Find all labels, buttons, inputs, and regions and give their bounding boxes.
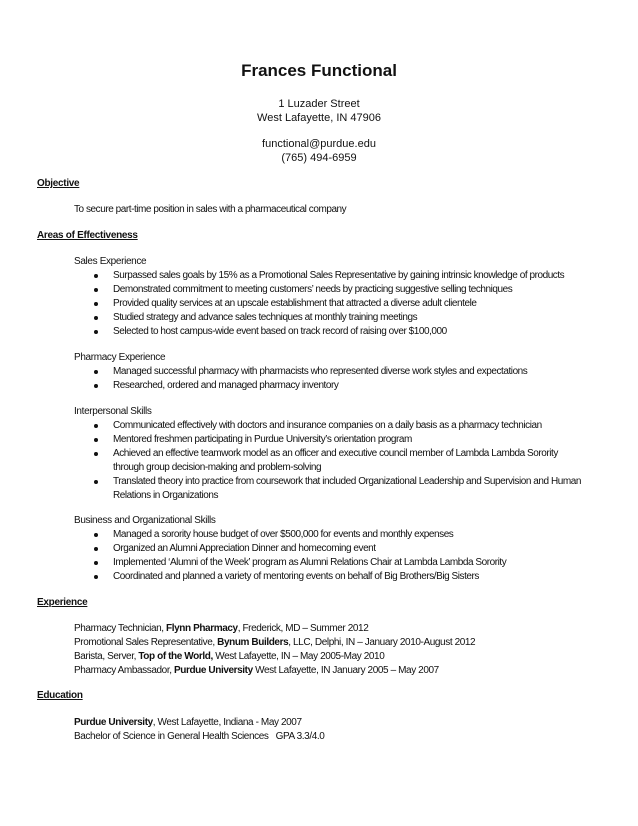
bullet-icon xyxy=(94,452,98,456)
bullet-icon xyxy=(94,316,98,320)
bullet-icon xyxy=(94,370,98,374)
experience-entry: Promotional Sales Representative, Bynum Builders, LLC, Delphi, IN – January 2010-August 2012 xyxy=(74,637,476,648)
experience-heading: Experience xyxy=(37,597,88,608)
list-item: Achieved an effective teamwork model as an officer and executive council member of Lambda Lambda Sorority through group decision-making and problem-solving xyxy=(91,447,581,475)
effectiveness-heading: Areas of Effectiveness xyxy=(37,230,138,241)
list-item: Surpassed sales goals by 15% as a Promotional Sales Representative by gaining intrinsic knowledge of products xyxy=(91,269,581,283)
list-item: Implemented ‘Alumni of the Week’ program as Alumni Relations Chair at Lambda Lambda Sorority xyxy=(91,556,581,570)
sales-experience-list xyxy=(91,269,581,339)
objective-heading: Objective xyxy=(37,178,80,189)
list-item: Researched, ordered and managed pharmacy inventory xyxy=(91,379,581,393)
list-item: Coordinated and planned a variety of mentoring events on behalf of Big Brothers/Big Sisters xyxy=(91,570,581,584)
interpersonal-skills-list xyxy=(91,419,581,503)
bullet-icon xyxy=(94,561,98,565)
bullet-icon xyxy=(94,302,98,306)
email-address: functional@purdue.edu xyxy=(262,138,376,150)
education-degree: Bachelor of Science in General Health Sciences GPA 3.3/4.0 xyxy=(74,731,325,742)
list-item: Communicated effectively with doctors and insurance companies on a daily basis as a pharmacy technician xyxy=(91,419,581,433)
address-line-1: 1 Luzader Street xyxy=(278,98,360,110)
experience-entry: Barista, Server, Top of the World, West Lafayette, IN – May 2005-May 2010 xyxy=(74,651,385,662)
bullet-icon xyxy=(94,533,98,537)
experience-entry: Pharmacy Technician, Flynn Pharmacy, Frederick, MD – Summer 2012 xyxy=(74,623,369,634)
list-item: Demonstrated commitment to meeting customers’ needs by practicing suggestive selling techniques xyxy=(91,283,581,297)
bullet-icon xyxy=(94,575,98,579)
education-school: Purdue University, West Lafayette, Indiana - May 2007 xyxy=(74,717,302,728)
bullet-icon xyxy=(94,274,98,278)
address-line-2: West Lafayette, IN 47906 xyxy=(257,112,381,124)
business-skills-heading: Business and Organizational Skills xyxy=(74,515,216,526)
list-item: Provided quality services at an upscale establishment that attracted a diverse adult clientele xyxy=(91,297,581,311)
list-item: Studied strategy and advance sales techniques at monthly training meetings xyxy=(91,311,581,325)
list-item: Translated theory into practice from coursework that included Organizational Leadership and Supervision and Human Relations in Organizations xyxy=(91,475,581,503)
list-item: Managed a sorority house budget of over $500,000 for events and monthly expenses xyxy=(91,528,581,542)
bullet-icon xyxy=(94,384,98,388)
phone-number: (765) 494-6959 xyxy=(281,152,357,164)
pharmacy-experience-heading: Pharmacy Experience xyxy=(74,352,166,363)
bullet-icon xyxy=(94,288,98,292)
business-skills-list xyxy=(91,528,581,584)
list-item: Mentored freshmen participating in Purdue University’s orientation program xyxy=(91,433,581,447)
candidate-name: Frances Functional xyxy=(241,61,397,80)
sales-experience-heading: Sales Experience xyxy=(74,256,147,267)
bullet-icon xyxy=(94,330,98,334)
pharmacy-experience-list xyxy=(91,365,581,393)
education-heading: Education xyxy=(37,690,83,701)
objective-text: To secure part-time position in sales with a pharmaceutical company xyxy=(74,204,347,215)
interpersonal-skills-heading: Interpersonal Skills xyxy=(74,406,152,417)
list-item: Managed successful pharmacy with pharmacists who represented diverse work styles and expectations xyxy=(91,365,581,379)
experience-entry: Pharmacy Ambassador, Purdue University West Lafayette, IN January 2005 – May 2007 xyxy=(74,665,439,676)
list-item: Organized an Alumni Appreciation Dinner and homecoming event xyxy=(91,542,581,556)
bullet-icon xyxy=(94,438,98,442)
bullet-icon xyxy=(94,424,98,428)
bullet-icon xyxy=(94,480,98,484)
bullet-icon xyxy=(94,547,98,551)
list-item: Selected to host campus-wide event based on track record of raising over $100,000 xyxy=(91,325,581,339)
